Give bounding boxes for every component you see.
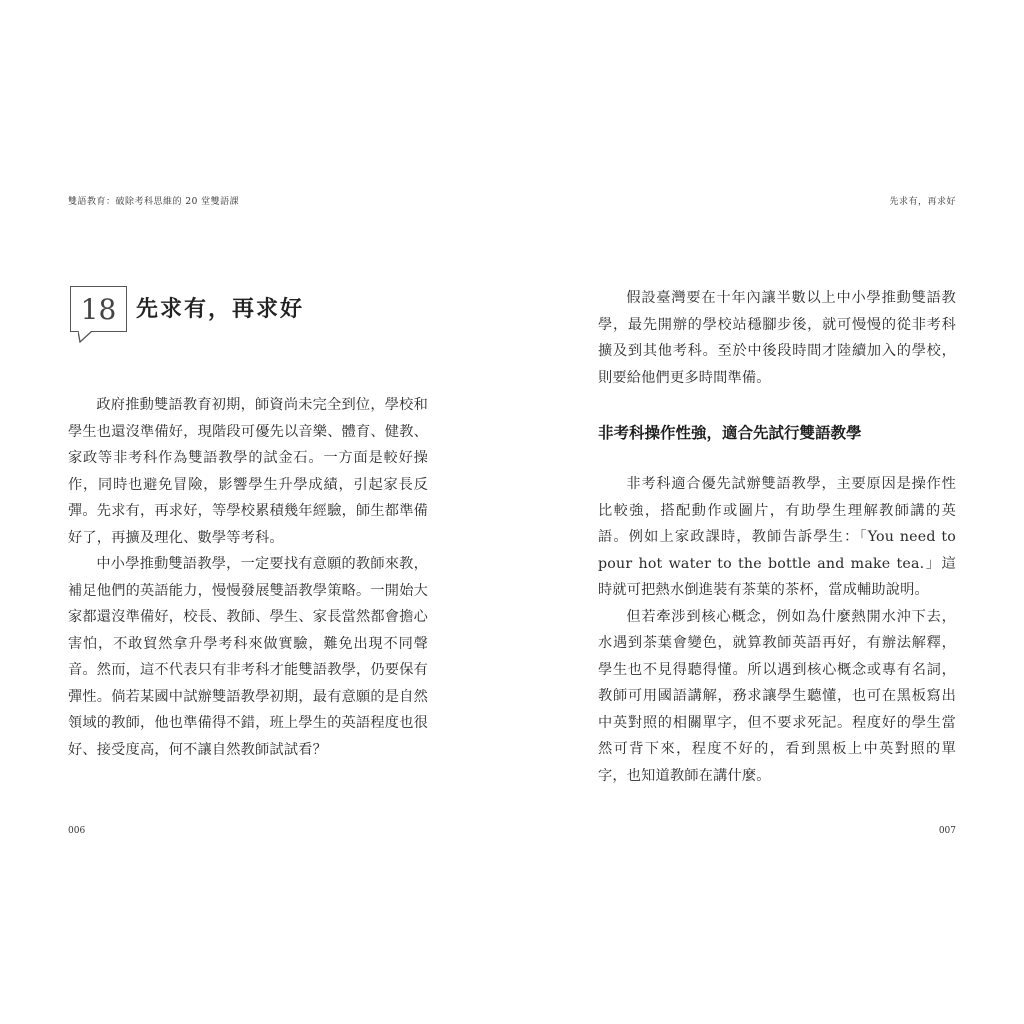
paragraph: 假設臺灣要在十年內讓半數以上中小學推動雙語教學，最先開辦的學校站穩腳步後，就可慢慢的從非考科擴及到其他考科。至於中後段時間才陸續加入的學校，則要給他們更多時間準備。 [598, 290, 956, 386]
paragraph: 政府推動雙語教育初期，師資尚未完全到位，學校和學生也還沒準備好，現階段可優先以音樂、體育、健教、家政等非考科作為雙語教學的試金石。一方面是較好操作，同時也避免冒險，影響學生升學成績，引起家長反彈。先求有，再求好，等學校累積幾年經驗，師生都準備好了，再擴及理化、數學等考科。 [68, 397, 428, 546]
body-text [598, 471, 956, 789]
chapter-number: 18 [80, 292, 117, 326]
paragraph: 非考科適合優先試辦雙語教學，主要原因是操作性比較強，搭配動作或圖片，有助學生理解教師講的英語。例如上家政課時，教師告訴學生：「You need to pour hot water to the bottle and make tea.」這時就可把熱水倒進裝有茶葉的茶杯，當成輔助說明。 [598, 476, 956, 598]
speech-bubble-tail-icon [78, 331, 96, 343]
chapter-title: 先求有，再求好 [136, 296, 305, 322]
paragraph: 中小學推動雙語教學，一定要找有意願的教師來教，補足他們的英語能力，慢慢發展雙語教學策略。一開始大家都還沒準備好，校長、教師、學生、家長當然都會擔心害怕，不敢貿然拿升學考科來做實驗，難免出現不同聲音。然而，這不代表只有非考科才能雙語教學，仍要保有彈性。倘若某國中試辦雙語教學初期，最有意願的是自然領域的教師，他也準備得不錯，班上學生的英語程度也很好、接受度高，何不讓自然教師試試看？ [68, 556, 428, 758]
paragraph: 但若牽涉到核心概念，例如為什麼熱開水沖下去，水遇到茶葉會變色，就算教師英語再好，有辦法解釋，學生也不見得聽得懂。所以遇到核心概念或專有名詞，教師可用國語講解，務求讓學生聽懂，也可在黑板寫出中英對照的相關單字，但不要求死記。程度好的學生當然可背下來，程度不好的，看到黑板上中英對照的單字，也知道教師在講什麼。 [598, 608, 956, 784]
running-head: 雙語教育：破除考科思維的 20 堂雙語課 [68, 197, 240, 207]
page-number: 006 [68, 826, 86, 836]
running-head: 先求有，再求好 [889, 197, 956, 207]
body-text [598, 285, 956, 391]
page-number: 007 [938, 826, 956, 836]
right-page [512, 0, 1024, 1024]
section-heading: 非考科操作性強，適合先試行雙語教學 [598, 424, 862, 442]
body-text [68, 392, 428, 763]
chapter-number-box [70, 286, 127, 332]
